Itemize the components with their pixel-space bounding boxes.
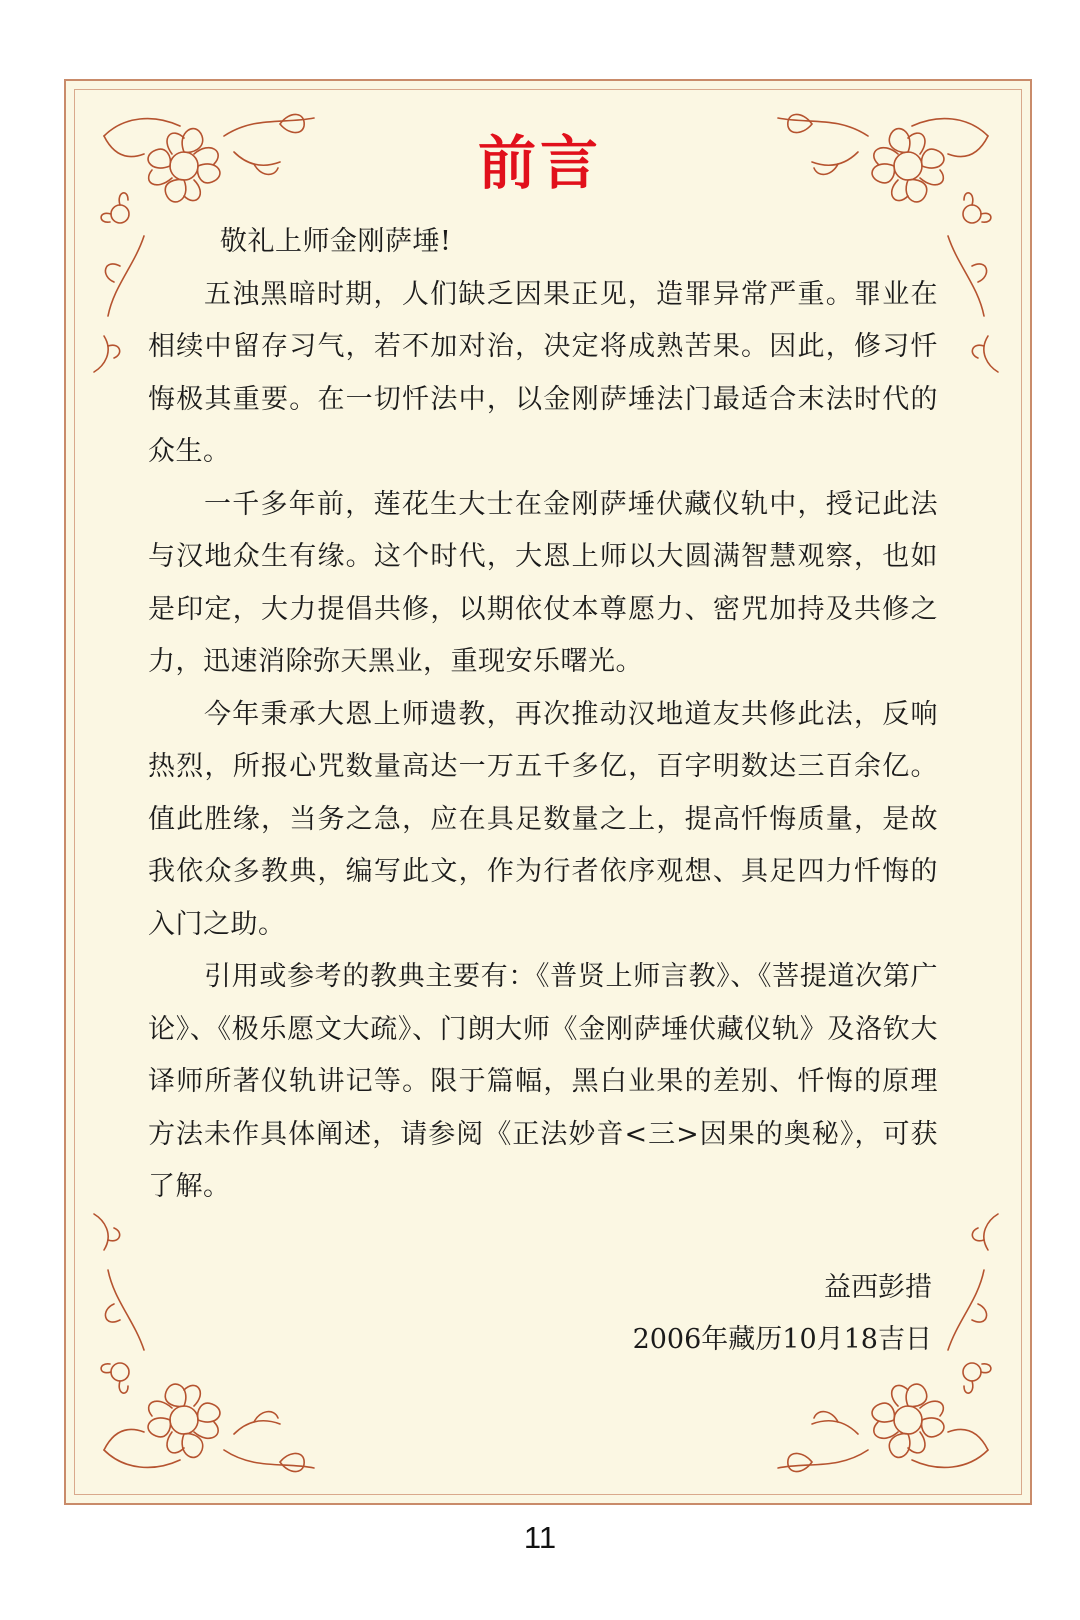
page-title: 前言	[477, 129, 602, 197]
paragraph: 一千多年前，莲花生大士在金刚萨埵伏藏仪轨中，授记此法与汉地众生有缘。这个时代，大恩上师以大圆满智慧观察，也如是印定，大力提倡共修，以期依仗本尊愿力、密咒加持及共修之力，迅速消除弥天黑业，重现安乐曙光。	[148, 488, 938, 677]
author-name: 益西彭措	[824, 1272, 932, 1303]
paragraph: 引用或参考的教典主要有：《普贤上师言教》、《菩提道次第广论》、《极乐愿文大疏》、门朗大师《金刚萨埵伏藏仪轨》及洛钦大译师所著仪轨讲记等。限于篇幅，黑白业果的差别、忏悔的原理方法未作具体阐述，请参阅《正法妙音<三>因果的奥秘》，可获了解。	[148, 961, 938, 1202]
page-number: 11	[523, 1520, 557, 1555]
paragraph: 今年秉承大恩上师遗教，再次推动汉地道友共修此法，反响热烈，所报心咒数量高达一万五千多亿，百字明数达三百余亿。值此胜缘，当务之急，应在具足数量之上，提高忏悔质量，是故我依众多教典，编写此文，作为行者依序观想、具足四力忏悔的入门之助。	[148, 698, 938, 940]
paragraph: 五浊黑暗时期，人们缺乏因果正见，造罪异常严重。罪业在相续中留存习气，若不加对治，决定将成熟苦果。因此，修习忏悔极其重要。在一切忏法中，以金刚萨埵法门最适合末法时代的众生。	[148, 278, 938, 467]
preface-body	[148, 216, 938, 1214]
signature-date: 2006年藏历10月18吉日	[632, 1324, 932, 1355]
salutation: 敬礼上师金刚萨埵!	[220, 226, 452, 257]
signature-block	[633, 1262, 932, 1366]
